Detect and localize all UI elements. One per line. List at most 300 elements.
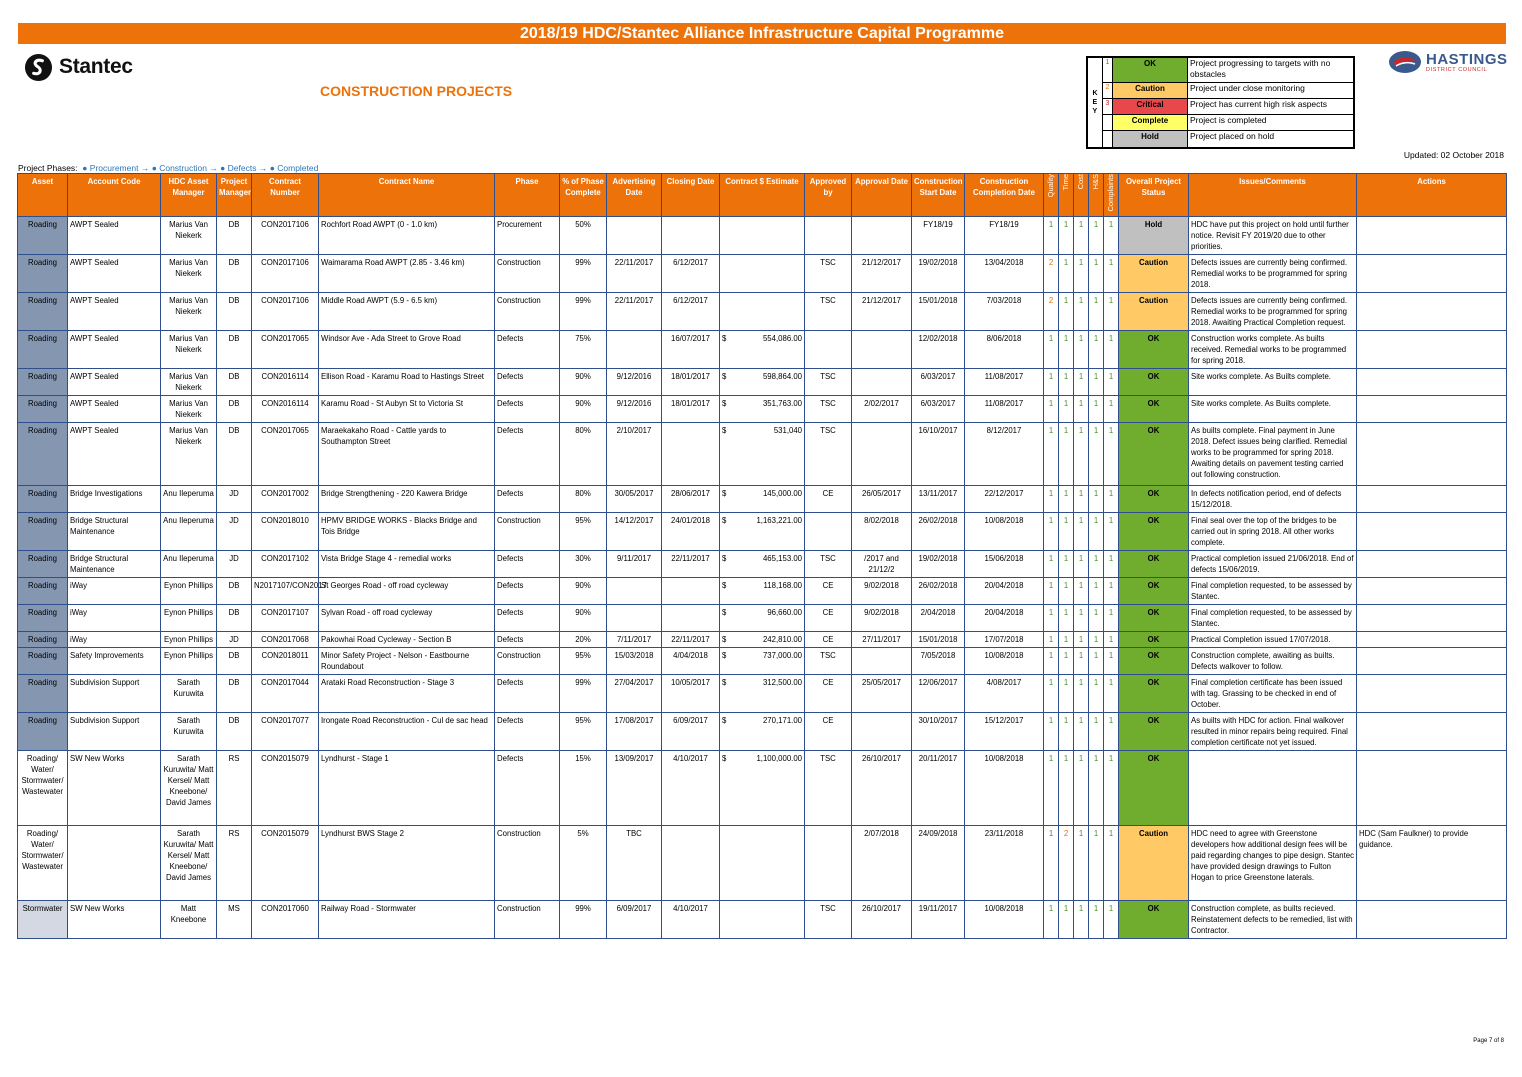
phase-defects: Defects bbox=[227, 163, 257, 173]
currency-symbol: $ bbox=[722, 581, 727, 590]
cell-approval-date: 8/02/2018 bbox=[852, 513, 912, 551]
status-badge: Caution bbox=[1119, 826, 1189, 901]
cell-hs bbox=[1089, 632, 1104, 648]
cell-approval-date: 26/10/2017 bbox=[852, 901, 912, 939]
cell-approved-by: TSC bbox=[805, 369, 852, 396]
indicator-value: 2 bbox=[1048, 296, 1054, 305]
currency-symbol: $ bbox=[722, 608, 727, 617]
currency-symbol: $ bbox=[722, 554, 727, 563]
column-header: Contract $ Estimate bbox=[720, 174, 805, 217]
cell-completion: FY18/19 bbox=[965, 217, 1044, 255]
cell-manager: Eynon Phillips bbox=[161, 632, 217, 648]
cell-comp bbox=[1104, 578, 1119, 605]
cell-contract-name: HPMV BRIDGE WORKS - Blacks Bridge and Tois Bridge bbox=[319, 513, 495, 551]
cell-manager: Anu Ileperuma bbox=[161, 486, 217, 513]
cell-c bbox=[1074, 331, 1089, 369]
cell-estimate bbox=[720, 396, 805, 423]
key-desc: Project is completed bbox=[1190, 115, 1267, 126]
cell-adv: 17/08/2017 bbox=[607, 713, 662, 751]
cell-account bbox=[68, 826, 161, 901]
column-header: Asset bbox=[18, 174, 68, 217]
cell-adv: TBC bbox=[607, 826, 662, 901]
cell-manager: Eynon Phillips bbox=[161, 605, 217, 632]
status-badge: OK bbox=[1119, 331, 1189, 369]
indicator-value: 1 bbox=[1093, 651, 1099, 660]
table-row bbox=[18, 713, 1507, 751]
estimate-value: 145,000.00 bbox=[762, 489, 802, 498]
cell-c bbox=[1074, 713, 1089, 751]
cell-asset: Stormwater bbox=[18, 901, 68, 939]
cell-issues: Site works complete. As Builts complete. bbox=[1189, 396, 1357, 423]
column-header: Actions bbox=[1357, 174, 1507, 217]
cell-contract-name: Lyndhurst BWS Stage 2 bbox=[319, 826, 495, 901]
cell-approval-date bbox=[852, 217, 912, 255]
cell-c bbox=[1074, 632, 1089, 648]
cell-pct: 20% bbox=[560, 632, 607, 648]
cell-completion: 11/08/2017 bbox=[965, 369, 1044, 396]
cell-adv: 7/11/2017 bbox=[607, 632, 662, 648]
cell-contract-name: Karamu Road - St Aubyn St to Victoria St bbox=[319, 396, 495, 423]
table-row bbox=[18, 423, 1507, 486]
cell-pct: 30% bbox=[560, 551, 607, 578]
cell-closing: 4/04/2018 bbox=[662, 648, 720, 675]
cell-pm: DB bbox=[217, 331, 252, 369]
column-header: Project Manager bbox=[217, 174, 252, 217]
indicator-value: 1 bbox=[1108, 489, 1114, 498]
cell-approval-date: 21/12/2017 bbox=[852, 255, 912, 293]
cell-contract-no: CON2017106 bbox=[252, 293, 319, 331]
cell-adv: 30/05/2017 bbox=[607, 486, 662, 513]
key-status: Critical bbox=[1113, 99, 1188, 114]
key-row bbox=[1103, 131, 1353, 147]
cell-manager: Sarath Kuruwita bbox=[161, 713, 217, 751]
cell-c bbox=[1074, 423, 1089, 486]
cell-q bbox=[1044, 713, 1059, 751]
cell-manager: Eynon Phillips bbox=[161, 578, 217, 605]
cell-account: Bridge Investigations bbox=[68, 486, 161, 513]
arrow-right-icon: → ● bbox=[258, 163, 275, 173]
estimate-value: 1,163,221.00 bbox=[756, 516, 802, 525]
cell-completion: 15/12/2017 bbox=[965, 713, 1044, 751]
cell-phase: Defects bbox=[495, 423, 560, 486]
cell-approved-by: CE bbox=[805, 632, 852, 648]
indicator-value: 1 bbox=[1048, 904, 1054, 913]
cell-c bbox=[1074, 217, 1089, 255]
cell-completion: 7/03/2018 bbox=[965, 293, 1044, 331]
cell-start: 30/10/2017 bbox=[912, 713, 965, 751]
cell-contract-name: Bridge Strengthening - 220 Kawera Bridge bbox=[319, 486, 495, 513]
column-header: Contract Number bbox=[252, 174, 319, 217]
cell-pm: JD bbox=[217, 632, 252, 648]
cell-approved-by: TSC bbox=[805, 293, 852, 331]
cell-start: 26/02/2018 bbox=[912, 578, 965, 605]
phase-procurement: Procurement bbox=[89, 163, 139, 173]
projects-table bbox=[17, 173, 1507, 939]
cell-estimate bbox=[720, 331, 805, 369]
indicator-value: 1 bbox=[1063, 426, 1069, 435]
cell-approved-by bbox=[805, 513, 852, 551]
cell-hs bbox=[1089, 605, 1104, 632]
cell-completion: 22/12/2017 bbox=[965, 486, 1044, 513]
cell-start: 7/05/2018 bbox=[912, 648, 965, 675]
column-header: Approval Date bbox=[852, 174, 912, 217]
indicator-value: 1 bbox=[1093, 334, 1099, 343]
table-row bbox=[18, 255, 1507, 293]
cell-completion: 20/04/2018 bbox=[965, 605, 1044, 632]
cell-pct: 80% bbox=[560, 486, 607, 513]
cell-q bbox=[1044, 578, 1059, 605]
indicator-value: 1 bbox=[1108, 678, 1114, 687]
currency-symbol: $ bbox=[722, 678, 727, 687]
cell-account: Subdivision Support bbox=[68, 713, 161, 751]
column-header-label: Quality bbox=[1046, 174, 1055, 198]
cell-actions bbox=[1357, 513, 1507, 551]
indicator-value: 1 bbox=[1093, 635, 1099, 644]
cell-approved-by: CE bbox=[805, 675, 852, 713]
cell-t bbox=[1059, 255, 1074, 293]
cell-contract-name: Vista Bridge Stage 4 - remedial works bbox=[319, 551, 495, 578]
indicator-value: 1 bbox=[1093, 904, 1099, 913]
currency-symbol: $ bbox=[722, 489, 727, 498]
cell-pm: DB bbox=[217, 713, 252, 751]
cell-closing: 18/01/2017 bbox=[662, 396, 720, 423]
cell-contract-name: Railway Road - Stormwater bbox=[319, 901, 495, 939]
indicator-value: 1 bbox=[1063, 754, 1069, 763]
indicator-value: 1 bbox=[1078, 829, 1084, 838]
cell-approval-date: 9/02/2018 bbox=[852, 605, 912, 632]
cell-approval-date: 26/10/2017 bbox=[852, 751, 912, 826]
hastings-logo bbox=[1388, 50, 1508, 74]
cell-issues: Construction works complete. As builts received. Remedial works to be programmed for spring 2018. bbox=[1189, 331, 1357, 369]
cell-asset: Roading bbox=[18, 486, 68, 513]
column-header: Closing Date bbox=[662, 174, 720, 217]
cell-approved-by: TSC bbox=[805, 551, 852, 578]
cell-contract-name: Minor Safety Project - Nelson - Eastbourne Roundabout bbox=[319, 648, 495, 675]
bullet-icon: ● bbox=[79, 163, 88, 173]
cell-estimate bbox=[720, 826, 805, 901]
key-num bbox=[1103, 115, 1113, 130]
cell-estimate bbox=[720, 551, 805, 578]
cell-t bbox=[1059, 369, 1074, 396]
page-number: Page 7 of 8 bbox=[1473, 1038, 1504, 1044]
indicator-value: 1 bbox=[1063, 716, 1069, 725]
cell-account: AWPT Sealed bbox=[68, 255, 161, 293]
phase-completed: Completed bbox=[277, 163, 319, 173]
indicator-value: 1 bbox=[1048, 581, 1054, 590]
cell-q bbox=[1044, 551, 1059, 578]
cell-q bbox=[1044, 632, 1059, 648]
indicator-value: 1 bbox=[1093, 829, 1099, 838]
indicator-value: 1 bbox=[1078, 516, 1084, 525]
cell-comp bbox=[1104, 713, 1119, 751]
cell-phase: Defects bbox=[495, 396, 560, 423]
cell-contract-no: CON2017065 bbox=[252, 331, 319, 369]
cell-hs bbox=[1089, 293, 1104, 331]
indicator-value: 2 bbox=[1048, 258, 1054, 267]
indicator-value: 1 bbox=[1093, 296, 1099, 305]
key-rows bbox=[1103, 58, 1353, 147]
cell-actions: HDC (Sam Faulkner) to provide guidance. bbox=[1357, 826, 1507, 901]
cell-issues: Practical completion issued 21/06/2018. End of defects 15/06/2019. bbox=[1189, 551, 1357, 578]
indicator-value: 1 bbox=[1078, 554, 1084, 563]
cell-q bbox=[1044, 486, 1059, 513]
column-header: Construction Completion Date bbox=[965, 174, 1044, 217]
table-header-row bbox=[18, 174, 1507, 217]
key-status: Caution bbox=[1113, 83, 1188, 98]
cell-approved-by: TSC bbox=[805, 255, 852, 293]
cell-hs bbox=[1089, 675, 1104, 713]
cell-completion: 8/06/2018 bbox=[965, 331, 1044, 369]
cell-q bbox=[1044, 217, 1059, 255]
cell-asset: Roading bbox=[18, 331, 68, 369]
cell-approval-date bbox=[852, 369, 912, 396]
cell-start: 15/01/2018 bbox=[912, 632, 965, 648]
cell-issues: Site works complete. As Builts complete. bbox=[1189, 369, 1357, 396]
cell-comp bbox=[1104, 486, 1119, 513]
cell-pct: 80% bbox=[560, 423, 607, 486]
cell-issues: Final completion certificate has been issued with tag. Grassing to be checked in end of October. bbox=[1189, 675, 1357, 713]
cell-issues: Construction complete, as builts recieved. Reinstatement defects to be remedied, list with Contractor. bbox=[1189, 901, 1357, 939]
cell-issues: As builts with HDC for action. Final walkover resulted in minor repairs being required. Final completion certificate not yet issued. bbox=[1189, 713, 1357, 751]
cell-closing: 10/05/2017 bbox=[662, 675, 720, 713]
cell-hs bbox=[1089, 396, 1104, 423]
cell-pct: 90% bbox=[560, 578, 607, 605]
estimate-value: 118,168.00 bbox=[763, 581, 802, 590]
cell-pm: JD bbox=[217, 551, 252, 578]
cell-c bbox=[1074, 826, 1089, 901]
cell-adv: 22/11/2017 bbox=[607, 293, 662, 331]
column-header bbox=[1074, 174, 1089, 217]
cell-adv: 14/12/2017 bbox=[607, 513, 662, 551]
column-header-label: Time bbox=[1061, 174, 1070, 191]
cell-phase: Construction bbox=[495, 513, 560, 551]
indicator-value: 1 bbox=[1093, 399, 1099, 408]
column-header: Contract Name bbox=[319, 174, 495, 217]
indicator-value: 1 bbox=[1078, 258, 1084, 267]
column-header: Approved by bbox=[805, 174, 852, 217]
indicator-value: 1 bbox=[1108, 258, 1114, 267]
table-row bbox=[18, 331, 1507, 369]
cell-hs bbox=[1089, 648, 1104, 675]
cell-contract-no: CON2018011 bbox=[252, 648, 319, 675]
key-status: Complete bbox=[1113, 115, 1188, 130]
currency-symbol: $ bbox=[722, 516, 727, 525]
cell-t bbox=[1059, 826, 1074, 901]
indicator-value: 1 bbox=[1048, 635, 1054, 644]
cell-issues: HDC need to agree with Greenstone developers how additional design fees will be paid regarding changes to pipe design. Stantec have provided design drawings to Fulton Hogan to price Greenstone laterals. bbox=[1189, 826, 1357, 901]
cell-closing bbox=[662, 826, 720, 901]
cell-comp bbox=[1104, 605, 1119, 632]
cell-asset: Roading bbox=[18, 551, 68, 578]
indicator-value: 1 bbox=[1063, 678, 1069, 687]
cell-closing bbox=[662, 605, 720, 632]
cell-actions bbox=[1357, 396, 1507, 423]
cell-issues: HDC have put this project on hold until further notice. Revisit FY 2019/20 due to other priorities. bbox=[1189, 217, 1357, 255]
cell-comp bbox=[1104, 648, 1119, 675]
cell-pm: DB bbox=[217, 255, 252, 293]
cell-pct: 90% bbox=[560, 605, 607, 632]
cell-q bbox=[1044, 605, 1059, 632]
indicator-value: 1 bbox=[1108, 516, 1114, 525]
cell-t bbox=[1059, 632, 1074, 648]
cell-phase: Construction bbox=[495, 826, 560, 901]
cell-comp bbox=[1104, 632, 1119, 648]
cell-contract-no: CON2018010 bbox=[252, 513, 319, 551]
indicator-value: 1 bbox=[1093, 220, 1099, 229]
cell-account: Bridge Structural Maintenance bbox=[68, 551, 161, 578]
cell-contract-name: Middle Road AWPT (5.9 - 6.5 km) bbox=[319, 293, 495, 331]
cell-start: 26/02/2018 bbox=[912, 513, 965, 551]
key-num bbox=[1103, 131, 1113, 147]
indicator-value: 1 bbox=[1078, 678, 1084, 687]
cell-estimate bbox=[720, 486, 805, 513]
cell-manager: Anu Ileperuma bbox=[161, 551, 217, 578]
column-header bbox=[1104, 174, 1119, 217]
indicator-value: 1 bbox=[1078, 426, 1084, 435]
cell-approval-date bbox=[852, 648, 912, 675]
cell-manager: Sarath Kuruwita/ Matt Kersel/ Matt Kneebone/ David James bbox=[161, 826, 217, 901]
cell-start: 19/02/2018 bbox=[912, 255, 965, 293]
cell-c bbox=[1074, 513, 1089, 551]
cell-approval-date: 9/02/2018 bbox=[852, 578, 912, 605]
indicator-value: 1 bbox=[1078, 372, 1084, 381]
cell-c bbox=[1074, 293, 1089, 331]
cell-contract-no: CON2017060 bbox=[252, 901, 319, 939]
status-badge: OK bbox=[1119, 486, 1189, 513]
cell-t bbox=[1059, 513, 1074, 551]
cell-comp bbox=[1104, 901, 1119, 939]
indicator-value: 1 bbox=[1093, 516, 1099, 525]
cell-actions bbox=[1357, 751, 1507, 826]
stantec-wordmark: Stantec bbox=[59, 55, 133, 78]
cell-completion: 8/12/2017 bbox=[965, 423, 1044, 486]
cell-actions bbox=[1357, 648, 1507, 675]
indicator-value: 1 bbox=[1108, 426, 1114, 435]
stantec-logo bbox=[24, 52, 133, 82]
cell-pm: DB bbox=[217, 293, 252, 331]
status-badge: OK bbox=[1119, 901, 1189, 939]
cell-comp bbox=[1104, 513, 1119, 551]
key-desc: Project progressing to targets with no obstacles bbox=[1190, 58, 1331, 79]
key-desc: Project under close monitoring bbox=[1190, 83, 1305, 94]
cell-contract-name: Pakowhai Road Cycleway - Section B bbox=[319, 632, 495, 648]
cell-issues: In defects notification period, end of defects 15/12/2018. bbox=[1189, 486, 1357, 513]
phases-label: Project Phases: bbox=[18, 163, 78, 173]
cell-t bbox=[1059, 331, 1074, 369]
cell-actions bbox=[1357, 293, 1507, 331]
estimate-value: 242,810.00 bbox=[762, 635, 802, 644]
cell-closing: 6/09/2017 bbox=[662, 713, 720, 751]
cell-approval-date: 2/07/2018 bbox=[852, 826, 912, 901]
indicator-value: 1 bbox=[1063, 516, 1069, 525]
key-num: 3 bbox=[1103, 99, 1113, 114]
indicator-value: 1 bbox=[1063, 296, 1069, 305]
cell-approval-date: 25/05/2017 bbox=[852, 675, 912, 713]
table-row bbox=[18, 486, 1507, 513]
cell-asset: Roading bbox=[18, 713, 68, 751]
cell-c bbox=[1074, 551, 1089, 578]
cell-adv: 9/11/2017 bbox=[607, 551, 662, 578]
currency-symbol: $ bbox=[722, 426, 727, 435]
cell-q bbox=[1044, 826, 1059, 901]
cell-issues: Defects issues are currently being confirmed. Remedial works to be programmed for spring 2018. Awaiting Practical Completion request. bbox=[1189, 293, 1357, 331]
cell-c bbox=[1074, 901, 1089, 939]
cell-manager: Matt Kneebone bbox=[161, 901, 217, 939]
cell-start: FY18/19 bbox=[912, 217, 965, 255]
column-header: Account Code bbox=[68, 174, 161, 217]
indicator-value: 1 bbox=[1063, 635, 1069, 644]
indicator-value: 1 bbox=[1048, 426, 1054, 435]
cell-completion: 13/04/2018 bbox=[965, 255, 1044, 293]
cell-issues: Practical Completion issued 17/07/2018. bbox=[1189, 632, 1357, 648]
indicator-value: 1 bbox=[1048, 829, 1054, 838]
cell-account: iWay bbox=[68, 605, 161, 632]
cell-completion: 20/04/2018 bbox=[965, 578, 1044, 605]
cell-adv bbox=[607, 605, 662, 632]
cell-closing: 4/10/2017 bbox=[662, 751, 720, 826]
status-badge: OK bbox=[1119, 632, 1189, 648]
column-header: Construction Start Date bbox=[912, 174, 965, 217]
cell-phase: Defects bbox=[495, 486, 560, 513]
column-header: Phase bbox=[495, 174, 560, 217]
cell-phase: Defects bbox=[495, 632, 560, 648]
column-header: Issues/Comments bbox=[1189, 174, 1357, 217]
indicator-value: 1 bbox=[1063, 372, 1069, 381]
cell-approved-by: CE bbox=[805, 578, 852, 605]
indicator-value: 1 bbox=[1078, 220, 1084, 229]
cell-approved-by: CE bbox=[805, 713, 852, 751]
estimate-value: 598,864.00 bbox=[762, 372, 802, 381]
section-subtitle: CONSTRUCTION PROJECTS bbox=[320, 83, 513, 99]
estimate-value: 96,660.00 bbox=[767, 608, 802, 617]
indicator-value: 1 bbox=[1063, 399, 1069, 408]
indicator-value: 1 bbox=[1048, 651, 1054, 660]
cell-estimate bbox=[720, 605, 805, 632]
cell-pct: 99% bbox=[560, 901, 607, 939]
cell-estimate bbox=[720, 901, 805, 939]
cell-closing: 4/10/2017 bbox=[662, 901, 720, 939]
column-header bbox=[1059, 174, 1074, 217]
cell-q bbox=[1044, 396, 1059, 423]
cell-hs bbox=[1089, 551, 1104, 578]
indicator-value: 1 bbox=[1108, 904, 1114, 913]
cell-account: AWPT Sealed bbox=[68, 423, 161, 486]
status-badge: OK bbox=[1119, 551, 1189, 578]
indicator-value: 1 bbox=[1048, 678, 1054, 687]
cell-actions bbox=[1357, 578, 1507, 605]
key-label-text: K E Y bbox=[1092, 90, 1098, 115]
currency-symbol: $ bbox=[722, 651, 727, 660]
table-row bbox=[18, 369, 1507, 396]
cell-adv: 13/09/2017 bbox=[607, 751, 662, 826]
indicator-value: 1 bbox=[1093, 554, 1099, 563]
cell-c bbox=[1074, 396, 1089, 423]
cell-contract-no: CON2016114 bbox=[252, 396, 319, 423]
estimate-value: 270,171.00 bbox=[762, 716, 802, 725]
cell-adv bbox=[607, 578, 662, 605]
currency-symbol: $ bbox=[722, 754, 727, 763]
cell-comp bbox=[1104, 369, 1119, 396]
cell-manager: Eynon Phillips bbox=[161, 648, 217, 675]
cell-issues: Final seal over the top of the bridges to be carried out in spring 2018. All other works complete. bbox=[1189, 513, 1357, 551]
cell-c bbox=[1074, 578, 1089, 605]
cell-comp bbox=[1104, 331, 1119, 369]
cell-estimate bbox=[720, 751, 805, 826]
cell-hs bbox=[1089, 513, 1104, 551]
cell-actions bbox=[1357, 632, 1507, 648]
cell-estimate bbox=[720, 648, 805, 675]
cell-contract-no: CON2017106 bbox=[252, 255, 319, 293]
